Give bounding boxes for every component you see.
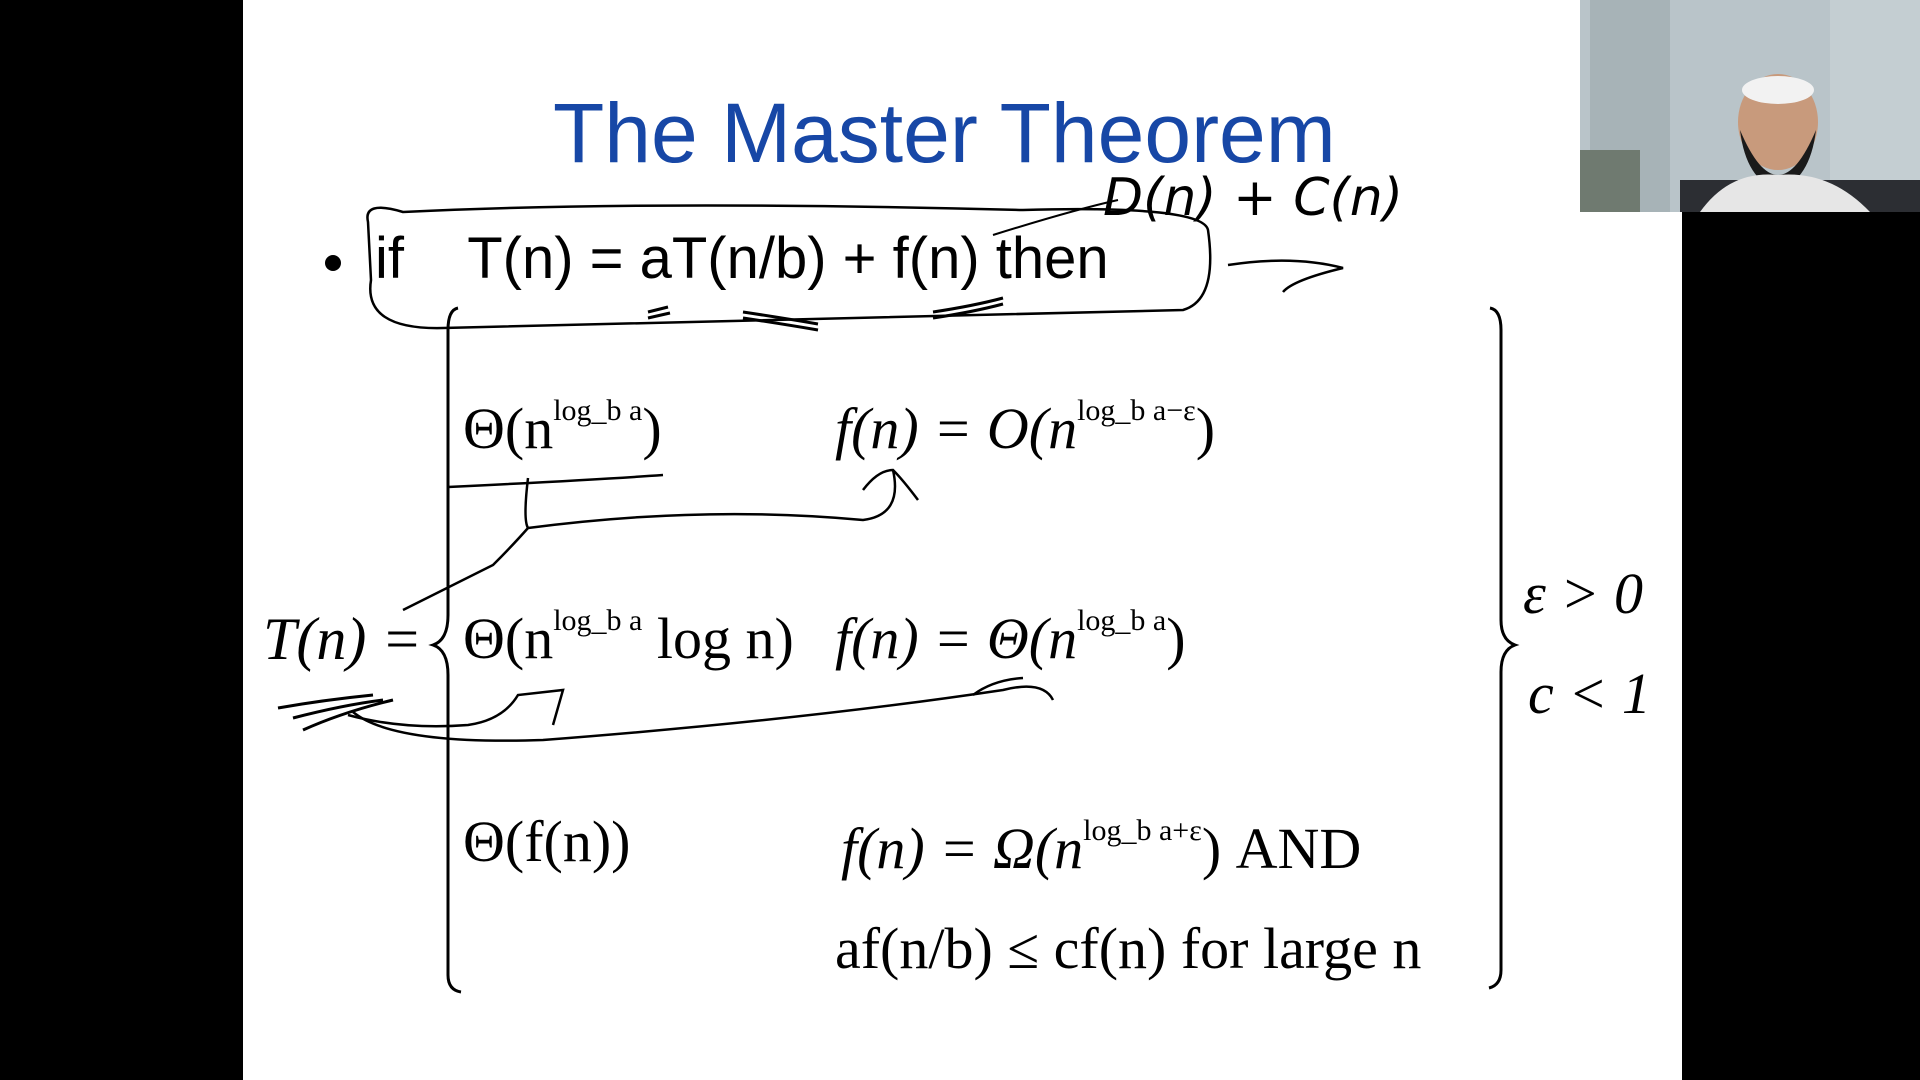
case1-arrow bbox=[403, 478, 528, 610]
case1-underline bbox=[448, 475, 663, 487]
bullet-suffix: then bbox=[995, 226, 1109, 291]
case1-result-exponent: log_b a bbox=[553, 394, 643, 427]
case2-hook bbox=[973, 678, 1023, 695]
case1-condition-exponent: log_b a−ε bbox=[1077, 394, 1196, 427]
underline-b bbox=[743, 312, 818, 330]
constraint-c: c < 1 bbox=[1528, 661, 1651, 726]
case1-link bbox=[528, 470, 895, 528]
slide-title: The Master Theorem bbox=[553, 86, 1336, 180]
case3-result: Θ(f(n)) bbox=[463, 809, 631, 874]
bullet-prefix: if bbox=[375, 226, 404, 291]
case2-condition: $f(n) = \Theta(n^{log\_b a})$ bbox=[835, 604, 1186, 671]
case2-result-exponent: log_b a bbox=[553, 604, 643, 637]
case1-hook bbox=[863, 470, 918, 500]
case3-condition-exponent: log_b a+ε bbox=[1083, 814, 1202, 847]
presenter-cap bbox=[1742, 76, 1814, 104]
case1-condition: $f(n) = O(n^{log\_b a-\varepsilon})$ bbox=[835, 394, 1216, 461]
right-brace bbox=[1489, 308, 1515, 988]
presenter-video-frame bbox=[1580, 0, 1920, 212]
recurrence-bullet bbox=[325, 225, 1109, 292]
handwritten-squiggle bbox=[1228, 261, 1343, 292]
case3-condition: $f(n) = \Omega(n^{log\_b a+\varepsilon})$ AND bbox=[841, 814, 1362, 881]
recurrence-formula: T(n) = aT(n/b) + f(n) bbox=[467, 226, 980, 291]
constraint-epsilon: ε > 0 bbox=[1523, 561, 1643, 626]
case2-result: $\Theta(n^{log\_b a}$ log n) bbox=[463, 604, 794, 671]
case1-result: $\Theta(n^{log\_b a})$ bbox=[463, 394, 662, 461]
case2-long-arrow bbox=[353, 687, 1053, 741]
underline-fn bbox=[933, 298, 1003, 318]
lhs-tn: T(n) = bbox=[263, 606, 422, 672]
underline-a bbox=[648, 307, 670, 318]
left-brace bbox=[433, 308, 461, 992]
handwritten-dn-cn: D(n) + C(n) bbox=[1103, 168, 1404, 228]
case2-condition-exponent: log_b a bbox=[1077, 604, 1167, 637]
bullet-dot bbox=[325, 255, 341, 271]
case3-condition-line2: af(n/b) ≤ cf(n) for large n bbox=[835, 916, 1422, 981]
case2-arrow bbox=[348, 690, 563, 726]
webcam-feed bbox=[1580, 0, 1920, 212]
case2-scribble bbox=[278, 695, 393, 730]
presentation-slide bbox=[243, 0, 1682, 1080]
